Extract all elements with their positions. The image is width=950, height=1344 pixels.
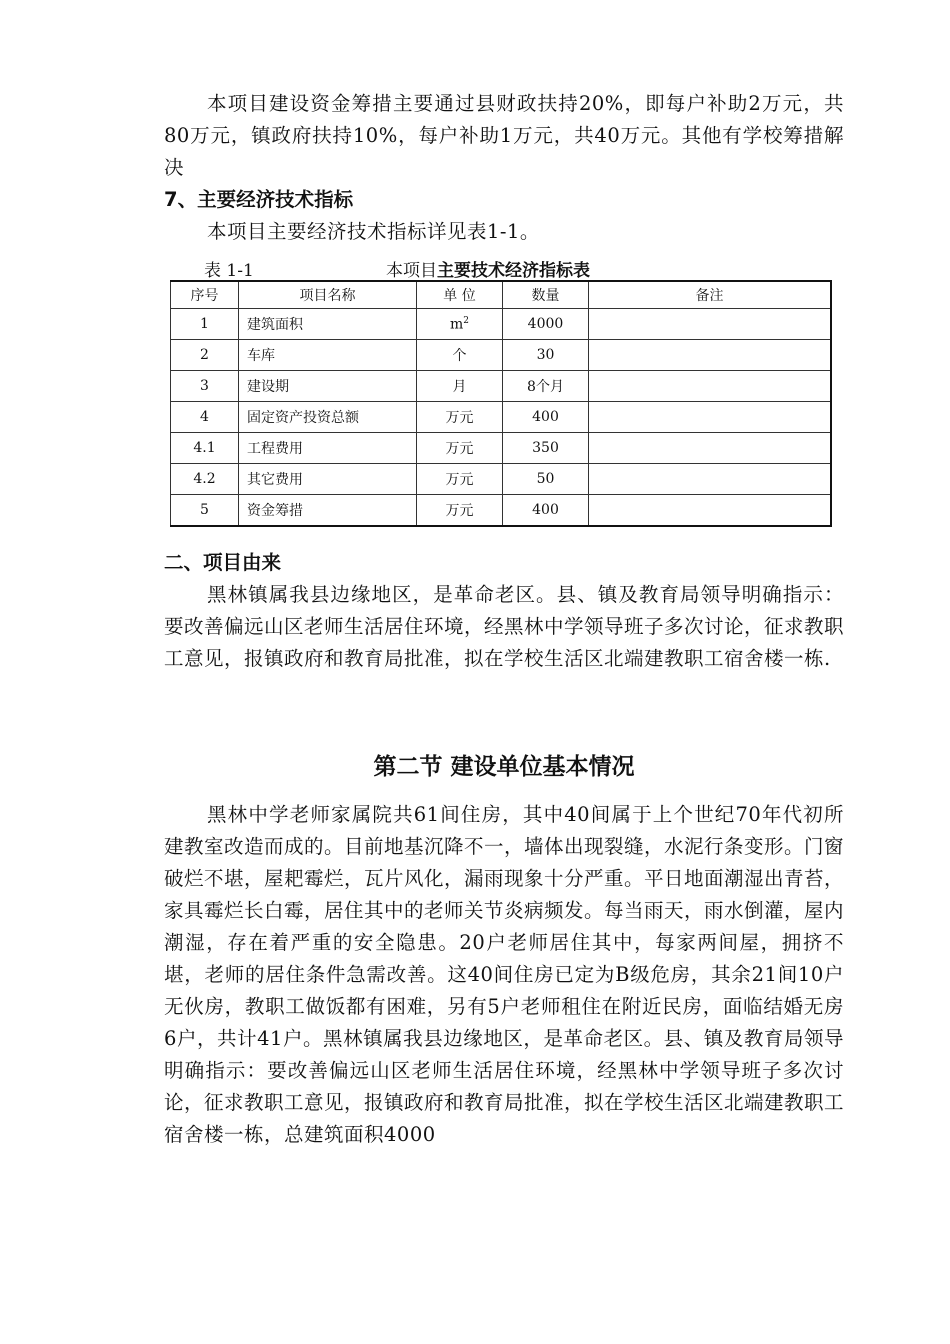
- header-qty: 数量: [503, 281, 589, 309]
- cell-unit: 月: [417, 371, 503, 402]
- table-row: [171, 371, 832, 402]
- heading-project-origin: 二、项目由来: [164, 551, 282, 574]
- cell-name: 工程费用: [239, 433, 417, 464]
- cell-note: [589, 340, 832, 371]
- table-row: [171, 309, 832, 340]
- cell-qty: 400: [503, 495, 589, 527]
- cell-note: [589, 371, 832, 402]
- cell-no: 2: [171, 340, 239, 371]
- header-no: 序号: [171, 281, 239, 309]
- cell-name: 车库: [239, 340, 417, 371]
- cell-note: [589, 402, 832, 433]
- document-page: [164, 88, 844, 1151]
- cell-unit: [417, 309, 503, 340]
- cell-name: 建筑面积: [239, 309, 417, 340]
- unit-superscript: 2: [463, 315, 469, 326]
- cell-note: [589, 309, 832, 340]
- table-row: [171, 495, 832, 527]
- cell-unit: 万元: [417, 495, 503, 527]
- cell-unit: 万元: [417, 464, 503, 495]
- cell-no: 4.2: [171, 464, 239, 495]
- cell-name: 建设期: [239, 371, 417, 402]
- cell-unit: 万元: [417, 433, 503, 464]
- cell-qty: 30: [503, 340, 589, 371]
- cell-no: 1: [171, 309, 239, 340]
- header-unit: 单 位: [417, 281, 503, 309]
- cell-no: 3: [171, 371, 239, 402]
- header-note: 备注: [589, 281, 832, 309]
- cell-unit: 万元: [417, 402, 503, 433]
- table-title-prefix: 本项目: [386, 261, 437, 281]
- table-row: [171, 402, 832, 433]
- cell-note: [589, 464, 832, 495]
- table-caption: [164, 256, 844, 280]
- cell-note: [589, 433, 832, 464]
- indicators-table: [170, 280, 832, 527]
- cell-qty: 4000: [503, 309, 589, 340]
- cell-qty: 50: [503, 464, 589, 495]
- unit-situation-paragraph: 黑林中学老师家属院共61间住房，其中40间属于上个世纪70年代初所建教室改造而成的。目前地基沉降不一，墙体出现裂缝，水泥行条变形。门窗破烂不堪，屋耙霉烂，瓦片风化，漏雨现象十分严重。平日地面潮湿出青苔，家具霉烂长白霉，居住其中的老师关节炎病频发。每当雨天，雨水倒灌，屋内潮湿，存在着严重的安全隐患。20户老师居住其中，每家两间屋，拥挤不堪，老师的居住条件急需改善。这40间住房已定为B级危房，其余21间10户无伙房，教职工做饭都有困难，另有5户老师租住在附近民房，面临结婚无房6户，共计41户。黑林镇属我县边缘地区，是革命老区。县、镇及教育局领导明确指示：要改善偏远山区老师生活居住环境，经黑林中学领导班子多次讨论，征求教职工意见，报镇政府和教育局批准，拟在学校生活区北端建教职工宿舍楼一栋，总建筑面积4000: [164, 803, 845, 1146]
- origin-paragraph: 黑林镇属我县边缘地区，是革命老区。县、镇及教育局领导明确指示：要改善偏远山区老师生活居住环境，经黑林中学领导班子多次讨论，征求教职工意见，报镇政府和教育局批准，拟在学校生活区北端建教职工宿舍楼一栋.: [164, 583, 845, 670]
- unit-base: m: [449, 316, 464, 333]
- table-row: [171, 340, 832, 371]
- cell-qty: 400: [503, 402, 589, 433]
- cell-no: 4: [171, 402, 239, 433]
- table-row: [171, 433, 832, 464]
- cell-note: [589, 495, 832, 527]
- funding-paragraph: 本项目建设资金筹措主要通过县财政扶持20%，即每户补助2万元，共80万元，镇政府扶持10%，每户补助1万元，共40万元。其他有学校筹措解决: [164, 92, 844, 179]
- table-title-bold: 主要技术经济指标表: [437, 261, 590, 281]
- table-number: 表 1-1: [204, 261, 254, 281]
- cell-no: 4.1: [171, 433, 239, 464]
- cell-name: 资金筹措: [239, 495, 417, 527]
- cell-no: 5: [171, 495, 239, 527]
- header-name: 项目名称: [239, 281, 417, 309]
- heading-economic-indicators: 7、主要经济技术指标: [164, 188, 354, 211]
- section-title: 第二节 建设单位基本情况: [373, 754, 635, 780]
- table-row: [171, 464, 832, 495]
- cell-qty: 350: [503, 433, 589, 464]
- cell-qty: 8个月: [503, 371, 589, 402]
- indicators-intro-paragraph: 本项目主要经济技术指标详见表1-1。: [207, 220, 540, 243]
- cell-name: 其它费用: [239, 464, 417, 495]
- table-header-row: [171, 281, 832, 309]
- cell-name: 固定资产投资总额: [239, 402, 417, 433]
- cell-unit: 个: [417, 340, 503, 371]
- table-title: [386, 256, 590, 281]
